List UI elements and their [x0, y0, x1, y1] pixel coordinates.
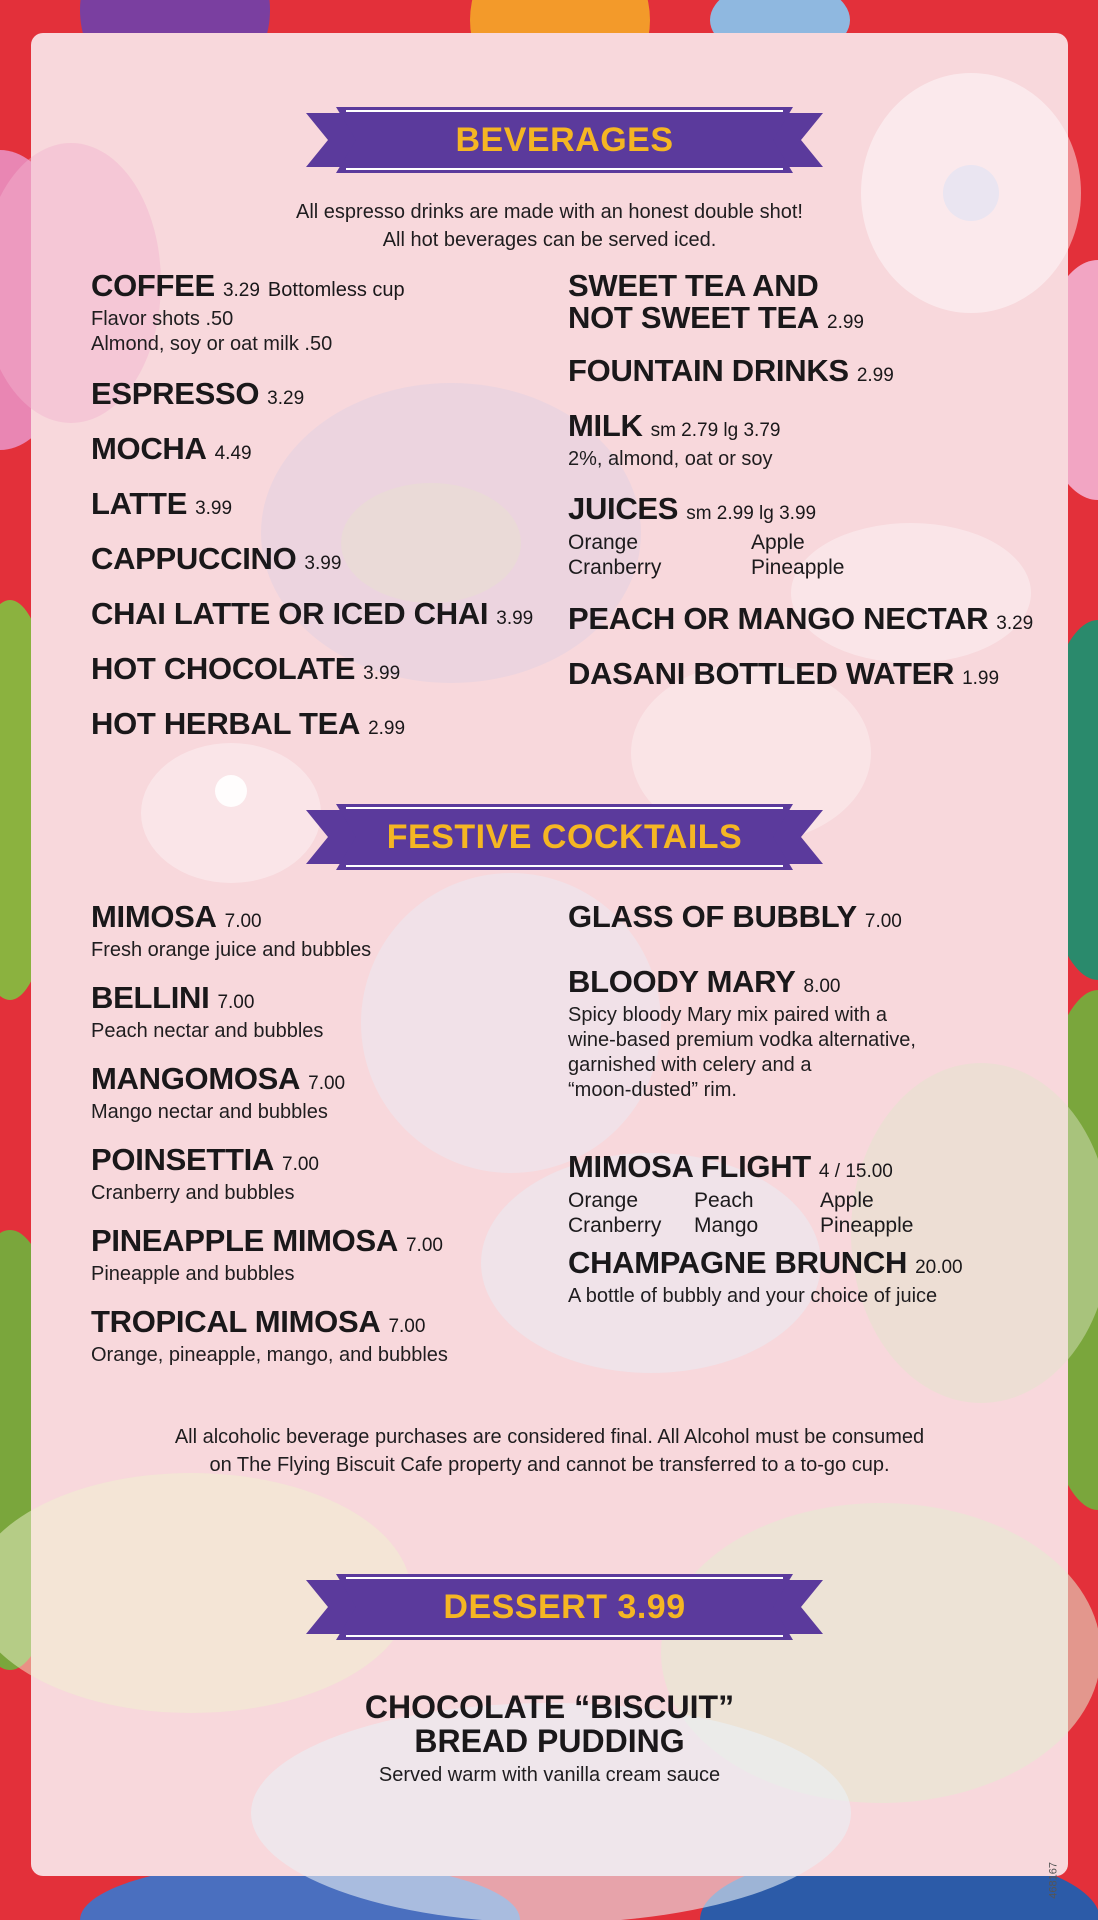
item-price: 7.00	[405, 1235, 443, 1256]
menu-item-tropical-mimosa	[91, 1306, 448, 1368]
cocktails-banner	[306, 796, 823, 878]
item-price: 7.00	[864, 911, 902, 932]
item-price: 3.99	[304, 553, 342, 574]
item-name: CHAI LATTE OR ICED CHAI	[91, 596, 489, 631]
flight-option: Peach	[694, 1189, 754, 1212]
item-price: 4 / 15.00	[818, 1161, 893, 1182]
menu-item-fountain	[568, 355, 894, 392]
item-name: COFFEE	[91, 268, 215, 303]
item-price: 3.99	[496, 608, 534, 629]
item-name: HOT CHOCOLATE	[91, 651, 356, 686]
item-name: PINEAPPLE MIMOSA	[91, 1223, 398, 1258]
item-sizes: sm 2.79 lg 3.79	[650, 420, 781, 441]
alcohol-disclaimer	[31, 1423, 1068, 1479]
item-desc: Peach nectar and bubbles	[91, 1020, 324, 1042]
menu-item-water	[568, 658, 999, 695]
note-line: All hot beverages can be served iced.	[382, 229, 717, 251]
dessert-name-line1: CHOCOLATE “BISCUIT”	[364, 1689, 735, 1725]
menu-item-mimosa-flight	[568, 1151, 946, 1238]
item-price: 7.00	[388, 1316, 426, 1337]
item-name: MOCHA	[91, 431, 207, 466]
menu-item-mocha	[91, 433, 252, 470]
item-desc: wine-based premium vodka alternative,	[568, 1029, 916, 1051]
item-name: ESPRESSO	[91, 376, 260, 411]
item-name: SWEET TEA AND	[568, 268, 819, 303]
item-desc: Fresh orange juice and bubbles	[91, 939, 372, 961]
item-price: 3.99	[195, 498, 233, 519]
menu-item-herbal-tea	[91, 708, 405, 745]
item-name: MILK	[568, 408, 643, 443]
item-price: 2.99	[827, 312, 864, 333]
note-line: on The Flying Biscuit Cafe property and cannot be transferred to a to-go cup.	[209, 1454, 890, 1476]
item-name: NOT SWEET TEA	[568, 300, 819, 335]
item-price: 4.49	[214, 443, 252, 464]
item-price: 7.00	[282, 1154, 319, 1175]
menu-item-chai	[91, 598, 533, 635]
item-price: 8.00	[803, 976, 841, 997]
menu-item-coffee	[91, 270, 405, 357]
item-price: 3.29	[222, 280, 260, 301]
item-name: PEACH OR MANGO NECTAR	[568, 601, 989, 636]
item-name: DASANI BOTTLED WATER	[568, 656, 955, 691]
menu-item-sweet-tea	[568, 270, 864, 339]
item-sizes: sm 2.99 lg 3.99	[686, 503, 817, 524]
item-name: BLOODY MARY	[568, 964, 796, 999]
item-desc: “moon-dusted” rim.	[568, 1079, 737, 1101]
item-desc: Almond, soy or oat milk .50	[91, 333, 333, 355]
section-title: BEVERAGES	[455, 120, 674, 159]
flight-option: Apple	[820, 1189, 874, 1212]
dessert-name-line2: BREAD PUDDING	[414, 1723, 685, 1759]
menu-item-mimosa	[91, 901, 371, 963]
dessert-desc: Served warm with vanilla cream sauce	[378, 1764, 721, 1786]
item-name: LATTE	[91, 486, 188, 521]
flight-option: Pineapple	[820, 1214, 914, 1237]
item-desc: 2%, almond, oat or soy	[568, 448, 773, 470]
item-name: HOT HERBAL TEA	[91, 706, 361, 741]
item-note: Bottomless cup	[267, 279, 405, 301]
print-code: 468167	[1048, 1862, 1060, 1899]
item-name: JUICES	[568, 491, 679, 526]
menu-item-latte	[91, 488, 232, 525]
menu-item-juices	[568, 493, 931, 580]
item-name: MIMOSA FLIGHT	[568, 1149, 811, 1184]
item-price: 7.00	[308, 1073, 346, 1094]
item-desc: Orange, pineapple, mango, and bubbles	[91, 1344, 448, 1366]
item-price: 20.00	[915, 1257, 963, 1278]
section-title: FESTIVE COCKTAILS	[386, 817, 743, 856]
item-price: 1.99	[962, 668, 1000, 689]
item-desc: Spicy bloody Mary mix paired with a	[568, 1004, 888, 1026]
menu-item-hot-chocolate	[91, 653, 400, 690]
section-title: DESSERT 3.99	[443, 1587, 686, 1626]
item-desc: Mango nectar and bubbles	[91, 1101, 328, 1123]
item-name: CHAMPAGNE BRUNCH	[568, 1245, 908, 1280]
item-desc: garnished with celery and a	[568, 1054, 812, 1076]
menu-card	[31, 33, 1068, 1899]
item-name: MANGOMOSA	[91, 1061, 301, 1096]
juice-option: Apple	[751, 531, 805, 554]
menu-item-nectar	[568, 603, 1033, 640]
menu-item-champagne-brunch	[568, 1247, 963, 1309]
flight-option: Cranberry	[568, 1214, 662, 1237]
item-price: 3.99	[363, 663, 401, 684]
item-price: 7.00	[224, 911, 262, 932]
beverages-note	[31, 198, 1068, 254]
note-line: All espresso drinks are made with an honest double shot!	[296, 201, 803, 223]
menu-item-pineapple-mimosa	[91, 1225, 443, 1287]
item-name: CAPPUCCINO	[91, 541, 297, 576]
item-desc: Pineapple and bubbles	[91, 1263, 295, 1285]
item-price: 2.99	[856, 365, 894, 386]
note-line: All alcoholic beverage purchases are considered final. All Alcohol must be consumed	[174, 1426, 925, 1448]
item-price: 3.29	[996, 613, 1034, 634]
item-price: 2.99	[368, 718, 406, 739]
flight-option: Orange	[568, 1189, 639, 1212]
juice-option: Cranberry	[568, 556, 662, 579]
item-desc: Cranberry and bubbles	[91, 1182, 295, 1204]
juice-option: Orange	[568, 531, 639, 554]
beverages-banner	[306, 99, 823, 181]
juice-option: Pineapple	[751, 556, 845, 579]
menu-item-bubbly	[568, 901, 902, 938]
item-price: 7.00	[217, 992, 255, 1013]
item-name: POINSETTIA	[91, 1142, 275, 1177]
item-price: 3.29	[267, 388, 305, 409]
item-desc: Flavor shots .50	[91, 308, 234, 330]
menu-item-espresso	[91, 378, 304, 415]
item-desc: A bottle of bubbly and your choice of juice	[568, 1285, 938, 1307]
menu-item-cappuccino	[91, 543, 341, 580]
item-name: TROPICAL MIMOSA	[91, 1304, 381, 1339]
item-name: MIMOSA	[91, 899, 217, 934]
menu-item-mangomosa	[91, 1063, 345, 1125]
menu-item-bellini	[91, 982, 323, 1044]
menu-item-milk	[568, 410, 780, 472]
menu-item-poinsettia	[91, 1144, 319, 1206]
item-name: GLASS OF BUBBLY	[568, 899, 857, 934]
dessert-banner	[306, 1566, 823, 1648]
item-name: BELLINI	[91, 980, 210, 1015]
flight-option: Mango	[694, 1214, 759, 1237]
menu-item-bloody-mary	[568, 966, 916, 1103]
item-name: FOUNTAIN DRINKS	[568, 353, 849, 388]
